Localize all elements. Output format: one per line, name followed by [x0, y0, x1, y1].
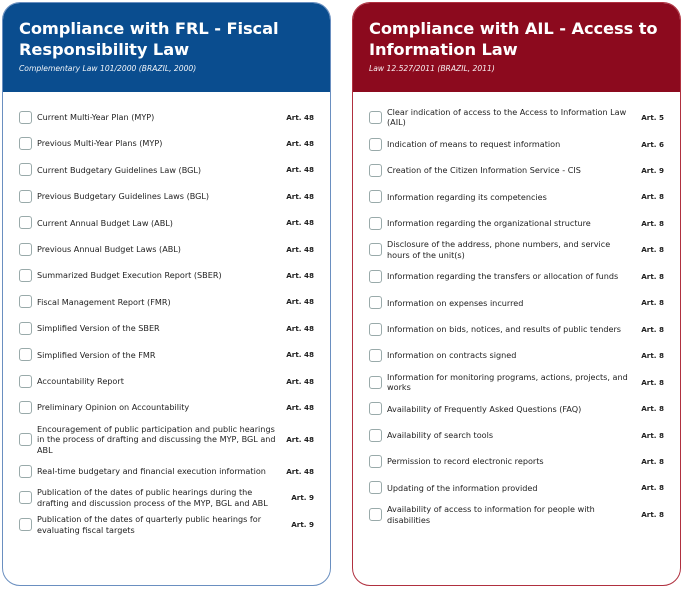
item-label: Preliminary Opinion on Accountability [37, 402, 190, 413]
article-reference: Art. 48 [286, 297, 314, 307]
checkbox[interactable] [19, 518, 32, 531]
article-reference: Art. 48 [286, 271, 314, 281]
checkbox[interactable] [19, 190, 32, 203]
item-label: Current Annual Budget Law (ABL) [37, 217, 173, 228]
checklist-item[interactable] [369, 316, 664, 342]
article-reference: Art. 8 [641, 192, 664, 202]
article-reference: Art. 9 [291, 493, 314, 503]
item-label: Information for monitoring programs, actions, projects, and works [387, 371, 628, 393]
checklist-item[interactable] [369, 263, 664, 289]
article-reference: Art. 48 [286, 323, 314, 333]
checklist-item[interactable] [19, 289, 314, 315]
item-label: Clear indication of access to the Access to Information Law (AIL) [387, 107, 627, 128]
article-reference: Art. 8 [641, 404, 664, 414]
checklist-item[interactable] [369, 342, 664, 368]
article-reference: Art. 8 [641, 324, 664, 334]
checkbox[interactable] [369, 323, 382, 336]
article-reference: Art. 48 [286, 350, 314, 360]
checkbox[interactable] [369, 376, 382, 389]
item-label: Information regarding its competencies [387, 191, 547, 202]
checklist-item[interactable] [19, 315, 314, 341]
checklist-item[interactable] [369, 131, 664, 157]
checkbox[interactable] [369, 190, 382, 203]
frl-compliance-card [2, 2, 331, 586]
article-reference: Art. 8 [641, 298, 664, 308]
checklist-item[interactable] [19, 342, 314, 368]
item-label: Information on expenses incurred [387, 297, 524, 308]
article-reference: Art. 48 [286, 218, 314, 228]
frl-checklist [3, 92, 330, 538]
item-label: Publication of the dates of public hearings during the drafting and discussion process of the MYP, BGL and ABL [37, 487, 268, 508]
article-reference: Art. 9 [291, 520, 314, 530]
frl-title: Compliance with FRL - Fiscal Responsibility Law [19, 19, 279, 59]
article-reference: Art. 8 [641, 245, 664, 255]
article-reference: Art. 8 [641, 351, 664, 361]
checkbox[interactable] [19, 269, 32, 282]
checkbox[interactable] [369, 455, 382, 468]
frl-header [3, 3, 330, 92]
item-label: Simplified Version of the SBER [37, 323, 160, 334]
checkbox[interactable] [19, 322, 32, 335]
checklist-item[interactable] [369, 290, 664, 316]
article-reference: Art. 48 [286, 165, 314, 175]
checkbox[interactable] [19, 401, 32, 414]
item-label: Availability of Frequently Asked Questions (FAQ) [387, 403, 582, 414]
item-label: Real-time budgetary and financial execution information [37, 465, 266, 476]
item-label: Publication of the dates of quarterly public hearings for evaluating fiscal targets [37, 514, 262, 535]
checklist-item[interactable] [19, 130, 314, 156]
checklist-item[interactable] [369, 396, 664, 422]
checkbox[interactable] [19, 375, 32, 388]
checklist-item[interactable] [369, 369, 664, 396]
checklist-item[interactable] [19, 484, 314, 511]
item-label: Disclosure of the address, phone numbers, and service hours of the unit(s) [387, 239, 611, 260]
checkbox[interactable] [369, 138, 382, 151]
article-reference: Art. 8 [641, 218, 664, 228]
ail-checklist [353, 92, 680, 528]
article-reference: Art. 48 [286, 466, 314, 476]
checkbox[interactable] [19, 216, 32, 229]
checklist-item[interactable] [369, 210, 664, 236]
checklist-item[interactable] [19, 183, 314, 209]
item-label: Previous Budgetary Guidelines Laws (BGL) [37, 191, 210, 202]
checkbox[interactable] [369, 296, 382, 309]
article-reference: Art. 8 [641, 483, 664, 493]
article-reference: Art. 48 [286, 244, 314, 254]
article-reference: Art. 48 [286, 139, 314, 149]
item-label: Information on contracts signed [387, 350, 517, 361]
item-label: Information on bids, notices, and results of public tenders [387, 323, 621, 334]
item-label: Current Budgetary Guidelines Law (BGL) [37, 164, 202, 175]
checkbox[interactable] [19, 433, 32, 446]
checklist-item[interactable] [369, 475, 664, 501]
article-reference: Art. 8 [641, 457, 664, 467]
item-label: Summarized Budget Execution Report (SBER) [37, 270, 222, 281]
checkbox[interactable] [19, 491, 32, 504]
article-reference: Art. 48 [286, 376, 314, 386]
checklist-item[interactable] [19, 157, 314, 183]
item-label: Availability of search tools [387, 429, 494, 440]
checkbox[interactable] [369, 481, 382, 494]
checkbox[interactable] [369, 349, 382, 362]
item-label: Simplified Version of the FMR [37, 349, 156, 360]
article-reference: Art. 5 [641, 112, 664, 122]
frl-subtitle: Complementary Law 101/2000 (BRAZIL, 2000) [19, 64, 197, 73]
checkbox[interactable] [19, 163, 32, 176]
checklist-item[interactable] [369, 184, 664, 210]
checkbox[interactable] [369, 429, 382, 442]
checklist-item[interactable] [369, 422, 664, 448]
checkbox[interactable] [19, 348, 32, 361]
checklist-item[interactable] [369, 236, 664, 263]
article-reference: Art. 6 [641, 139, 664, 149]
article-reference: Art. 48 [286, 191, 314, 201]
article-reference: Art. 48 [286, 402, 314, 412]
checkbox[interactable] [19, 295, 32, 308]
ail-compliance-card [352, 2, 681, 586]
item-label: Creation of the Citizen Information Service - CIS [387, 165, 581, 176]
item-label: Previous Annual Budget Laws (ABL) [37, 243, 181, 254]
checklist-item[interactable] [19, 458, 314, 484]
checkbox[interactable] [369, 402, 382, 415]
article-reference: Art. 8 [641, 377, 664, 387]
article-reference: Art. 8 [641, 430, 664, 440]
article-reference: Art. 8 [641, 271, 664, 281]
item-label: Fiscal Management Report (FMR) [37, 296, 171, 307]
item-label: Indication of means to request information [387, 138, 561, 149]
article-reference: Art. 48 [286, 434, 314, 444]
item-label: Updating of the information provided [387, 482, 538, 493]
checklist-item[interactable] [19, 104, 314, 130]
ail-header [353, 3, 680, 92]
checklist-item[interactable] [19, 368, 314, 394]
item-label: Encouragement of public participation and public hearings in the process of drafting and discussing the MYP, BGL and ABL [37, 423, 276, 455]
checklist-item[interactable] [19, 511, 314, 538]
article-reference: Art. 8 [641, 510, 664, 520]
article-reference: Art. 48 [286, 112, 314, 122]
item-label: Previous Multi-Year Plans (MYP) [37, 138, 163, 149]
checkbox[interactable] [19, 137, 32, 150]
article-reference: Art. 9 [641, 165, 664, 175]
checklist-item[interactable] [369, 501, 664, 528]
checkbox[interactable] [369, 508, 382, 521]
checkbox[interactable] [369, 111, 382, 124]
checklist-item[interactable] [19, 210, 314, 236]
checkbox[interactable] [19, 465, 32, 478]
item-label: Permission to record electronic reports [387, 456, 544, 467]
checklist-item[interactable] [369, 157, 664, 183]
item-label: Information regarding the transfers or allocation of funds [387, 271, 619, 282]
item-label: Accountability Report [37, 375, 124, 386]
ail-title: Compliance with AIL - Access to Information Law [369, 19, 658, 59]
checkbox[interactable] [369, 243, 382, 256]
checkbox[interactable] [369, 270, 382, 283]
checkbox[interactable] [19, 111, 32, 124]
checklist-item[interactable] [19, 394, 314, 420]
checklist-item[interactable] [19, 421, 314, 458]
checklist-item[interactable] [19, 236, 314, 262]
checkbox[interactable] [19, 243, 32, 256]
checklist-item[interactable] [19, 262, 314, 288]
item-label: Information regarding the organizational structure [387, 217, 591, 228]
checklist-item[interactable] [369, 104, 664, 131]
checkbox[interactable] [369, 217, 382, 230]
item-label: Availability of access to information for people with disabilities [387, 504, 595, 525]
item-label: Current Multi-Year Plan (MYP) [37, 111, 155, 122]
checklist-item[interactable] [369, 448, 664, 474]
ail-subtitle: Law 12.527/2011 (BRAZIL, 2011) [369, 64, 495, 73]
checkbox[interactable] [369, 164, 382, 177]
